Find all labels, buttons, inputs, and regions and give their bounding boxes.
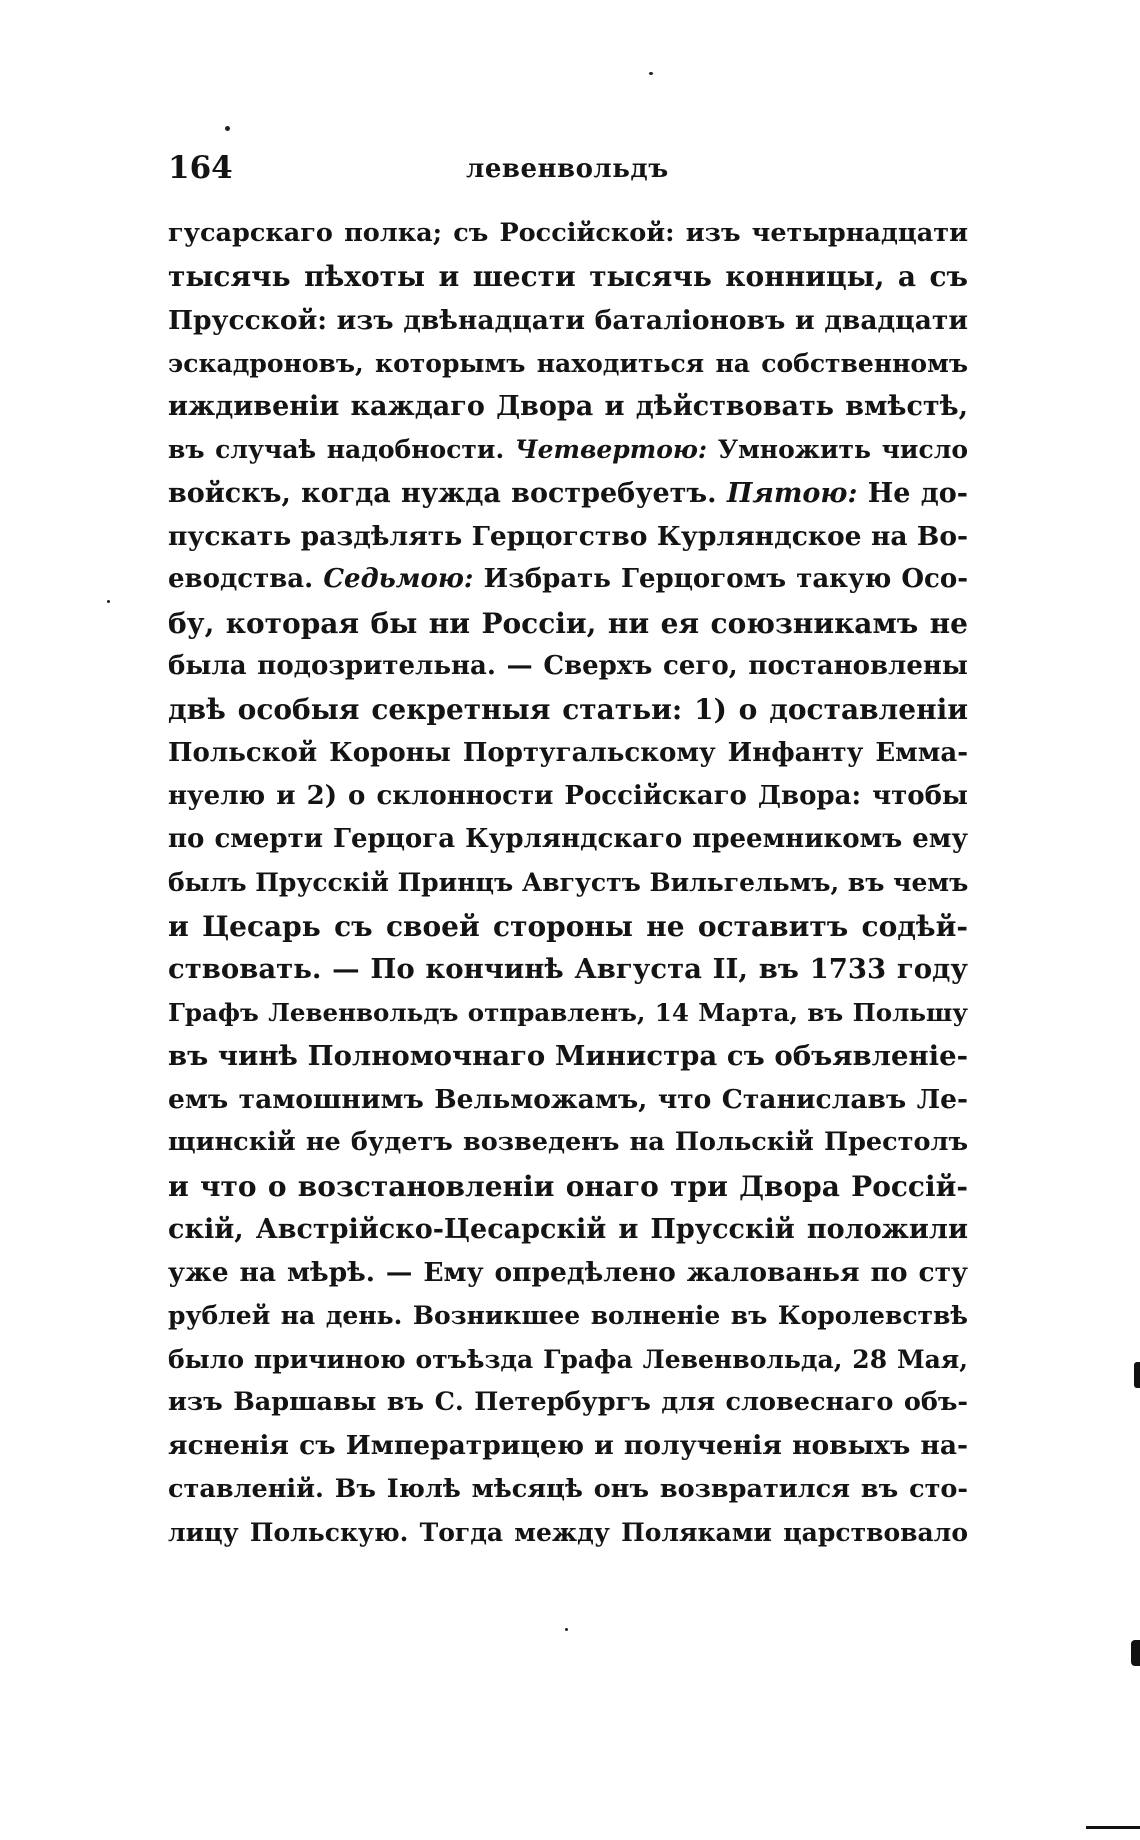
italic-ordinal: Седьмою: [323,564,474,595]
text-line: емъ тамошнимъ Вельможамъ, что Станиславъ Ле- [168,1083,968,1115]
text-line: изъ Варшавы въ С. Петербургъ для словеснаго объ- [168,1387,968,1418]
text-segment: въ случаѣ надобности. [168,435,515,465]
text-line: Графъ Левенвольдъ отправленъ, 14 Марта, въ Польшу [168,998,968,1028]
text-line: было причиною отъѣзда Графа Левенвольда, 28 Мая, [168,1344,968,1374]
text-line: и Цесарь съ своей стороны не оставитъ содѣй- [168,909,968,943]
text-line: бу, которая бы ни Россіи, ни ея союзникамъ не [168,606,968,640]
text-line: по смерти Герцога Курляндскаго преемникомъ ему [168,824,968,855]
italic-ordinal: Пятою: [726,477,858,509]
text-line: лицу Польскую. Тогда между Поляками царствовало [168,1517,968,1547]
text-line: эскадроновъ, которымъ находиться на собственномъ [168,348,968,378]
text-line: и что о возстановленіи онаго три Двора Россій- [168,1169,968,1203]
text-line: ставленій. Въ Іюлѣ мѣсяцѣ онъ возвратился въ сто- [168,1473,968,1504]
page-number: 164 [168,150,233,186]
text-line: въ чинѣ Полномочнаго Министра съ объявленіе- [168,1039,968,1072]
text-segment: Умножить число [707,435,968,465]
text-line: нуелю и 2) о склонности Россійскаго Двора: чтобы [168,780,968,811]
page-header [168,150,968,194]
running-head: левенвольдъ [466,154,669,184]
text-segment: Избрать Герцогомъ такую Осо- [473,564,968,595]
scan-edge-mark [1134,1362,1140,1388]
text-line: гусарскаго полка; съ Россійской: изъ четырнадцати [168,218,968,248]
italic-ordinal: Четвертою: [514,435,708,465]
text-line: иждивеніи каждаго Двора и дѣйствовать вмѣстѣ, [168,391,968,423]
text-line [168,428,968,471]
text-segment: войскъ, когда нужда востребуетъ. [168,477,727,509]
scan-edge-mark [1086,1826,1140,1829]
text-line [168,558,968,601]
text-line: тысячь пѣхоты и шести тысячь конницы, а съ [168,260,968,294]
text-line: скій, Австрійско-Цесарскій и Прусскій положили [168,1213,968,1245]
text-segment: Не до- [857,477,968,509]
scan-edge-mark [1131,1640,1140,1666]
text-segment: еводства. [168,564,324,595]
text-line: Прусской: изъ двѣнадцати баталіоновъ и двадцати [168,304,968,336]
text-line: уже на мѣрѣ. — Ему опредѣлено жалованья по сту [168,1257,968,1289]
text-line: былъ Прусскій Принцъ Августъ Вильгельмъ, въ чемъ [168,868,968,898]
text-line: двѣ особыя секретныя статьи: 1) о доставленіи [168,693,968,727]
text-line: пускать раздѣлять Герцогство Курляндское на Во- [168,521,968,553]
text-line [168,472,968,515]
text-line: Польской Короны Португальскому Инфанту Емма- [168,737,968,768]
text-line: щинскій не будетъ возведенъ на Польскій Престолъ [168,1127,968,1158]
text-line: ясненія съ Императрицею и полученія новыхъ на- [168,1430,968,1462]
body-text [168,212,968,1554]
text-line: ствовать. — По кончинѣ Августа II, въ 1733 году [168,953,968,986]
text-line: рублей на день. Возникшее волненіе въ Королевствѣ [168,1301,968,1331]
text-line: была подозрительна. — Сверхъ сего, постановлены [168,650,968,681]
